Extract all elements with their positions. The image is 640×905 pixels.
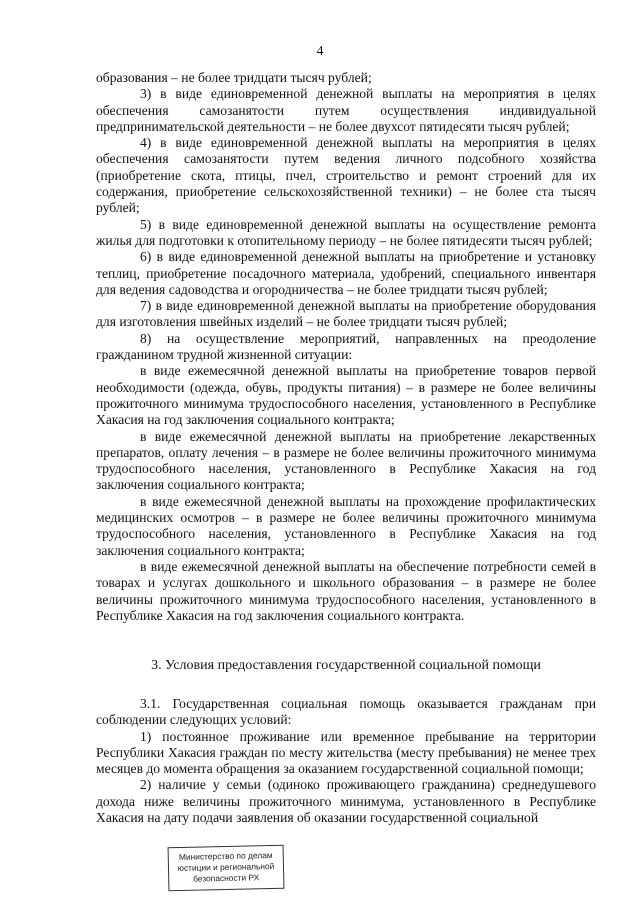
paragraph: в виде ежемесячной денежной выплаты на обеспечение потребности семей в товарах и услугах дошкольного и школьного образования – в размере не более величины прожиточного минимума трудоспособного населения, установленного в Республике Хакасия на год заключения социального контракта. [96, 558, 596, 623]
section-heading: 3. Условия предоставления государственной социальной помощи [151, 658, 541, 673]
paragraph: 3.1. Государственная социальная помощь оказывается гражданам при соблюдении следующих условий: [96, 696, 596, 728]
paragraph: образования – не более тридцати тысяч рублей; [96, 70, 372, 85]
paragraph: 4) в виде единовременной денежной выплаты на мероприятия в целях обеспечения самозанятости путем ведения личного подсобного хозяйства (приобретение скота, птицы, пчел, строительство и ремонт строений для их содержания, приобретение сельскохозяйственной техники) – не более ста тысяч рублей; [96, 135, 596, 216]
stamp-line: Министерство по делам [178, 850, 273, 862]
paragraph: 6) в виде единовременной денежной выплаты на приобретение и установку теплиц, приобретение посадочного материала, удобрений, специального инвентаря для ведения садоводства и огородничества – не более тридцати тысяч рублей; [96, 249, 596, 297]
paragraph: в виде ежемесячной денежной выплаты на приобретение лекарственных препаратов, оплату лечения – в размере не более величины прожиточного минимума трудоспособного населения, установленного в Республике Хакасия на год заключения социального контракта; [96, 428, 596, 493]
paragraph: в виде ежемесячной денежной выплаты на приобретение товаров первой необходимости (одежда, обувь, продукты питания) – в размере не более величины прожиточного минимума трудоспособного населения, установленного в Республике Хакасия на год заключения социального контракта; [96, 363, 596, 428]
paragraph: 8) на осуществление мероприятий, направленных на преодоление гражданином трудной жизненной ситуации: [96, 330, 596, 363]
page-number: 4 [316, 44, 324, 59]
paragraph: 5) в виде единовременной денежной выплаты на осуществление ремонта жилья для подготовки к отопительному периоду – не более пятидесяти тысяч рублей; [96, 216, 596, 248]
paragraph: 3) в виде единовременной денежной выплаты на мероприятия в целях обеспечения самозанятости путем осуществления индивидуальной предпринимательской деятельности – не более двухсот пятидесяти тысяч рублей; [96, 86, 596, 134]
paragraph: 7) в виде единовременной денежной выплаты на приобретение оборудования для изготовления швейных изделий – не более тридцати тысяч рублей; [96, 298, 596, 330]
section-body [96, 696, 596, 826]
ministry-stamp [168, 845, 285, 891]
stamp-line: юстиции и региональной [177, 860, 275, 874]
paragraph: 2) наличие у семьи (одиноко проживающего гражданина) среднедушевого дохода ниже величины прожиточного минимума, установленного в Республике Хакасия на дату подачи заявления об оказании государственной социальной [96, 777, 596, 826]
document-body [96, 70, 596, 624]
stamp-line: безопасности РХ [193, 872, 260, 884]
paragraph: 1) постоянное проживание или временное пребывание на территории Республики Хакасия граждан по месту жительства (месту пребывания) не менее трех месяцев до момента обращения за оказанием государственной социальной помощи; [96, 728, 596, 777]
paragraph: в виде ежемесячной денежной выплаты на прохождение профилактических медицинских осмотров – в размере не более величины прожиточного минимума трудоспособного населения, установленного в Республике Хакасия на год заключения социального контракта; [96, 493, 596, 558]
